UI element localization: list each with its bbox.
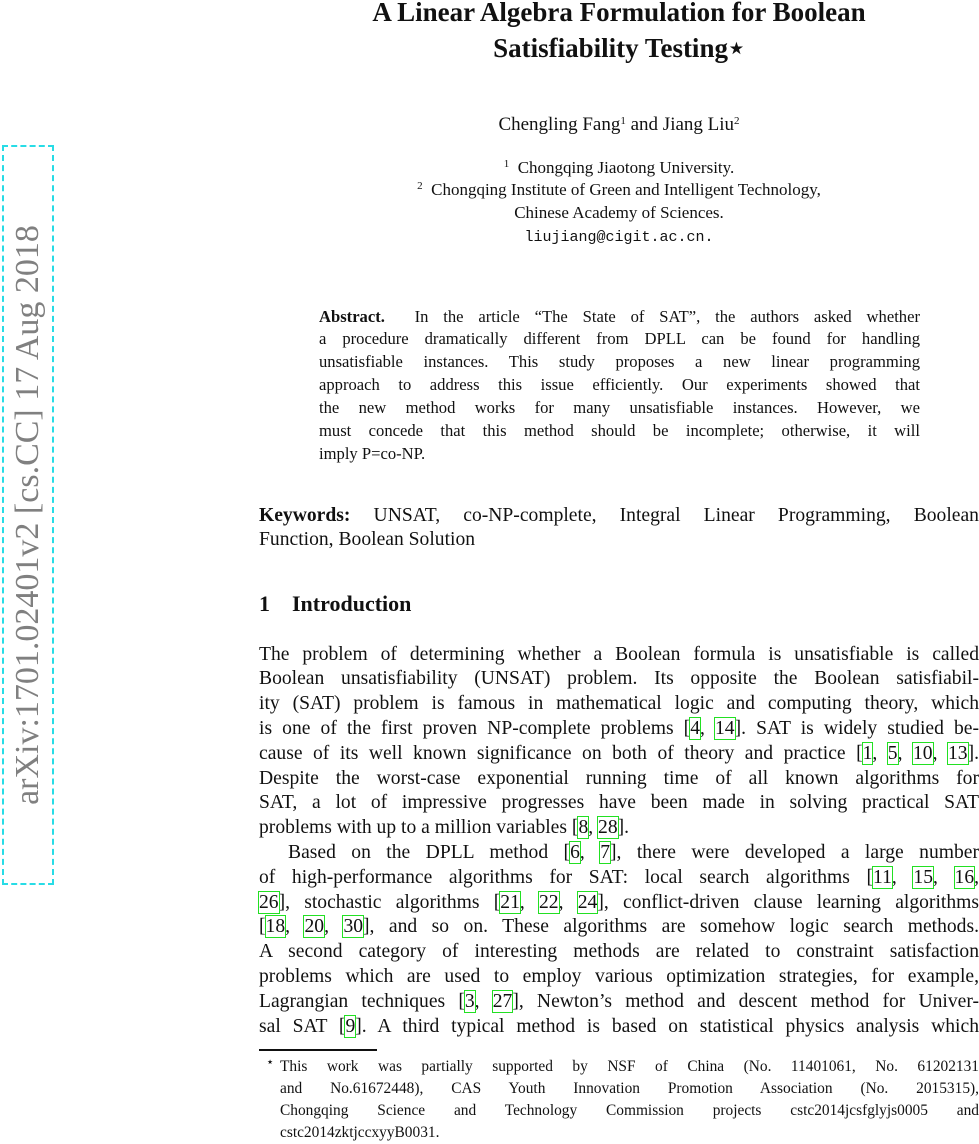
abstract-line [319, 305, 920, 328]
abstract-line: approach to address this issue efficiently. Our experiments showed that [319, 375, 920, 394]
citation-link[interactable]: 13 [947, 742, 968, 764]
body-line: Based on the DPLL method [6, 7], there were developed a large number [288, 841, 979, 863]
section-heading [259, 590, 411, 618]
body-line: SAT, a lot of impressive progresses have been made in solving practical SAT [259, 792, 979, 814]
abstract-line: must concede that this method should be incomplete; otherwise, it will [319, 421, 920, 440]
section-title: Introduction [292, 591, 412, 616]
citation-link[interactable]: 30 [343, 916, 364, 938]
abstract-line: imply P=co-NP. [319, 444, 426, 463]
citation-link[interactable]: 27 [492, 990, 513, 1012]
citation-link[interactable]: 24 [577, 891, 598, 913]
citation-link[interactable]: 20 [304, 916, 325, 938]
keywords-label: Keywords: [259, 505, 351, 526]
citation-link[interactable]: 8 [578, 817, 589, 839]
citation-link[interactable]: 5 [887, 742, 898, 764]
body-line: Lagrangian techniques [3, 27], Newton’s method and descent method for Univer- [259, 990, 979, 1012]
email: liujiang@cigit.ac.cn. [524, 229, 714, 246]
affiliation-mark: 2 [417, 180, 423, 192]
footnote-line: and No.61672448), CAS Youth Innovation Promotion Association (No. 2015315), [280, 1080, 979, 1097]
body-line: Despite the worst-case exponential running time of all known algorithms for [259, 767, 979, 789]
keywords-text: UNSAT, co-NP-complete, Integral Linear Programming, Boolean [373, 505, 979, 526]
body-line: ity (SAT) problem is famous in mathematical logic and computing theory, which [259, 693, 979, 715]
abstract-line: a procedure dramatically different from DPLL can be found for handling [319, 329, 920, 348]
citation-link[interactable]: 18 [265, 916, 286, 938]
author-name: Jiang Liu [662, 114, 735, 135]
citation-link[interactable]: 4 [690, 717, 700, 739]
body-line: A second category of interesting methods are related to constraint satisfaction [259, 941, 979, 963]
citation-link[interactable]: 15 [913, 866, 933, 888]
citation-link[interactable]: 22 [539, 891, 559, 913]
citation-link[interactable]: 7 [600, 841, 610, 863]
citation-link[interactable]: 26 [259, 891, 279, 913]
affiliation-mark: 1 [503, 158, 510, 170]
body-line: The problem of determining whether a Boolean formula is unsatisfiable is called [259, 643, 979, 665]
body-line: of high-performance algorithms for SAT: local search algorithms [11, 15, 16, [259, 866, 979, 888]
body-line: sal SAT [9]. A third typical method is based on statistical physics analysis which [259, 1015, 979, 1037]
paper-title-line-2: Satisfiability Testing⋆ [493, 33, 745, 63]
abstract-line: unsatisfiable instances. This study proposes a new linear programming [319, 352, 920, 371]
citation-link[interactable]: 21 [500, 891, 520, 913]
footnote-line: This work was partially supported by NSF of China (No. 11401061, No. 61202131 [280, 1058, 979, 1075]
abstract-line: the new method works for many unsatisfiable instances. However, we [319, 398, 920, 417]
author-conjunction: and [625, 114, 663, 135]
body-line: 26], stochastic algorithms [21, 22, 24], conflict-driven clause learning algorithms [259, 891, 979, 913]
section-number: 1 [259, 591, 270, 616]
affiliation [259, 157, 979, 179]
arxiv-stamp [2, 145, 54, 885]
affiliation [259, 179, 979, 201]
citation-link[interactable]: 10 [912, 742, 933, 764]
author-line [259, 113, 979, 137]
citation-link[interactable]: 11 [873, 866, 892, 888]
citation-link[interactable]: 3 [464, 990, 475, 1012]
affiliation-text: Chongqing Jiaotong University. [517, 158, 735, 177]
citation-link[interactable]: 28 [598, 817, 618, 839]
affiliation-mark: 1 [620, 115, 626, 127]
author-name: Chengling Fang [498, 114, 621, 135]
body-line: [18, 20, 30], and so on. These algorithms are somehow logic search methods. [259, 916, 979, 938]
abstract-label: Abstract. [319, 307, 385, 326]
arxiv-identifier: arXiv:1701.02401v2 [cs.CC] 17 Aug 2018 [9, 225, 46, 805]
footnote-rule [259, 1049, 377, 1051]
footnote-mark: ⋆ [266, 1054, 275, 1069]
affiliation-text: Chongqing Institute of Green and Intelligent Technology, [431, 180, 821, 199]
body-line: problems which are used to employ various optimization strategies, for example, [259, 965, 979, 987]
citation-link[interactable]: 1 [862, 742, 873, 764]
affiliation-text: Chinese Academy of Sciences. [514, 203, 724, 222]
body-line: Boolean unsatisfiability (UNSAT) problem. Its opposite the Boolean satisfiabil- [259, 668, 979, 690]
citation-link[interactable]: 6 [570, 841, 580, 863]
body-line: cause of its well known significance on both of theory and practice [1, 5, 10, 13]. [259, 742, 979, 764]
citation-link[interactable]: 14 [715, 717, 735, 739]
keywords-line [259, 503, 979, 528]
body-line: problems with up to a million variables [8, 28]. [259, 817, 630, 839]
affiliation-mark: 2 [734, 115, 740, 127]
abstract-text: In the article “The State of SAT”, the authors asked whether [414, 307, 920, 326]
citation-link[interactable]: 16 [954, 866, 975, 888]
footnote-line: cstc2014zktjccxyyB0031. [280, 1124, 440, 1141]
keywords-line: Function, Boolean Solution [259, 529, 476, 550]
citation-link[interactable]: 9 [345, 1015, 356, 1037]
footnote-line: Chongqing Science and Technology Commission projects cstc2014jcsfglyjs0005 and [280, 1102, 979, 1119]
paper-title-line-1: A Linear Algebra Formulation for Boolean [372, 0, 866, 27]
affiliation [259, 202, 979, 224]
body-line: is one of the first proven NP-complete problems [4, 14]. SAT is widely studied be- [259, 717, 979, 739]
